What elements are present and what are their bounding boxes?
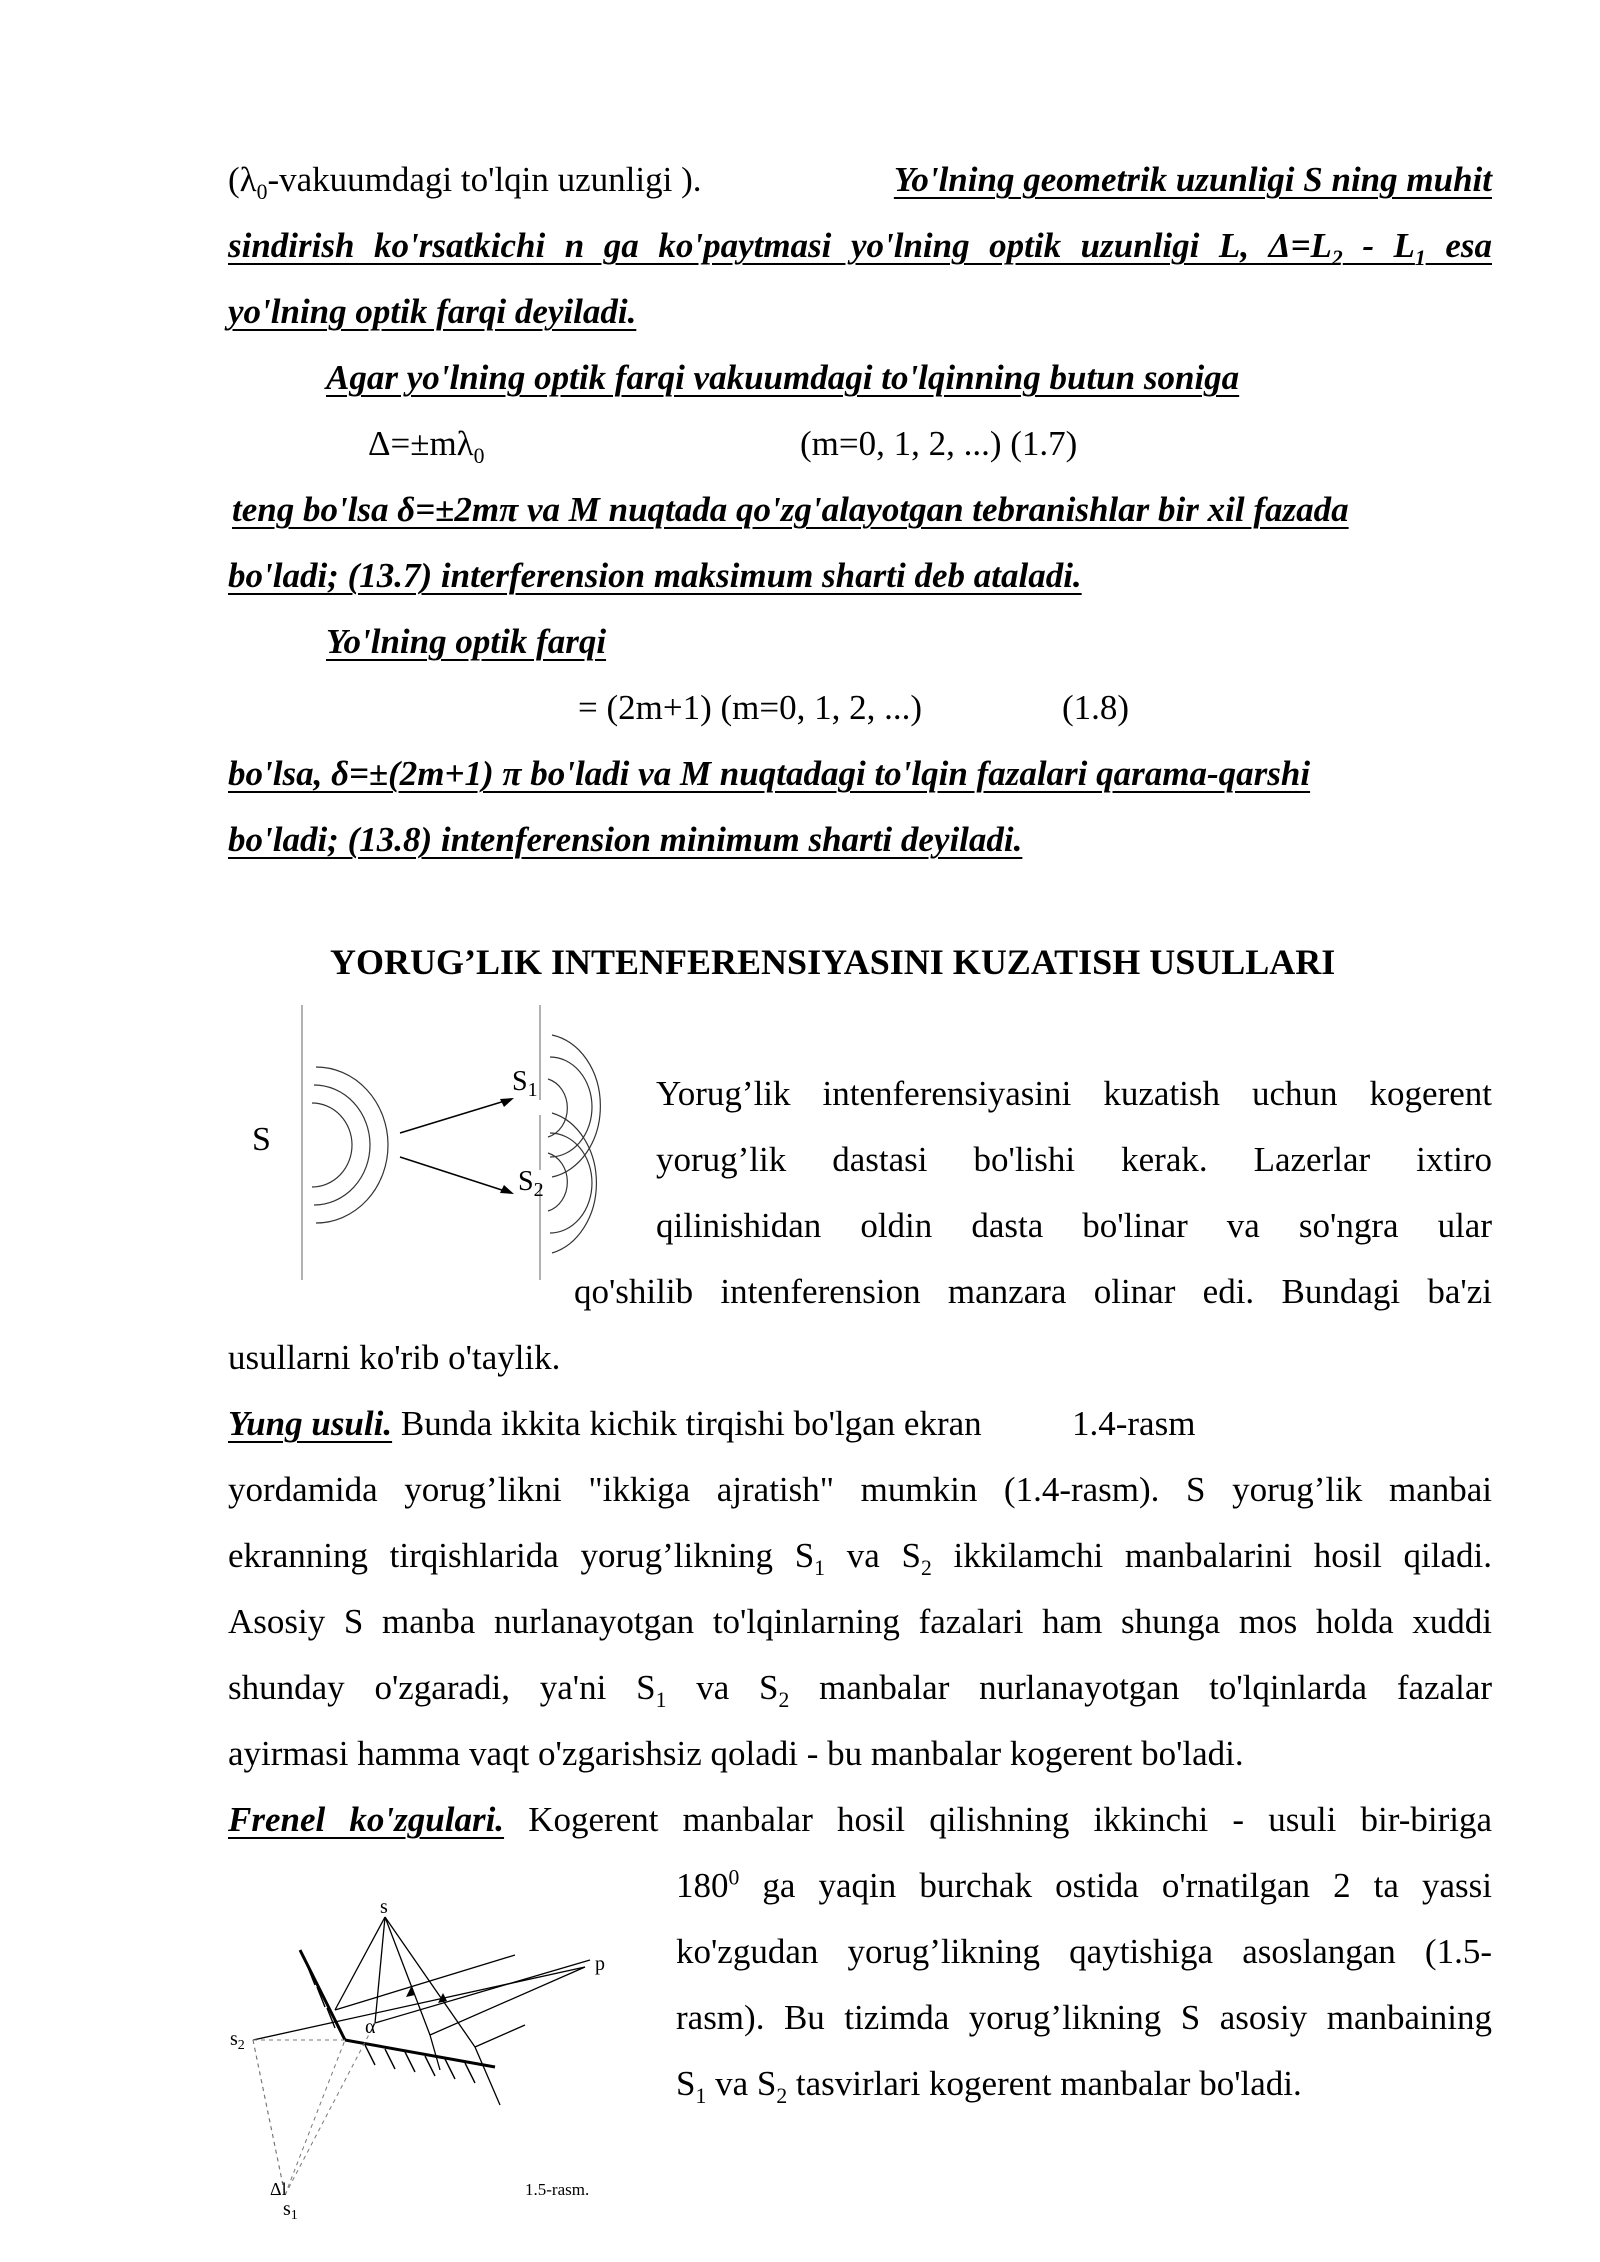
frenel-line-1: Frenel ko'zgulari. Kogerent manbalar hosil qilishning ikkinchi - usuli bir-biriga [228, 1800, 1492, 1839]
line-2: sindirish ko'rsatkichi n ga ko'paytmasi yo'lning optik uzunligi L, $\Delta=L_2 - L_1$ esa [228, 226, 1492, 270]
fig15-label-s1: $s_1$ [283, 2198, 298, 2220]
equation-1-8: = (2m+1) (m=0, 1, 2, ...) [578, 688, 923, 727]
yung-line-2: yordamida yorug’likni "ikkiga ajratish" mumkin (1.4-rasm). S yorug’lik manbai [228, 1470, 1492, 1509]
yung-line-3: ekranning tirqishlarida yorug’likning $S_1$ va $S_2$ ikkilamchi manbalarini hosil qiladi. [228, 1536, 1493, 1580]
yung-line-4: Asosiy S manba nurlanayotgan to'lqinlarning fazalari ham shunga mos holda xuddi [228, 1602, 1492, 1641]
yung-line-5: shunday o'zgaradi, ya'ni $S_1$ va $S_2$ manbalar nurlanayotgan to'lqinlarda fazalar [228, 1668, 1493, 1712]
equation-1-7-number: (m=0, 1, 2, ...) (1.7) [800, 424, 1078, 463]
frenel-line-2: $180^0$ ga yaqin burchak ostida o'rnatilgan 2 ta yassi [676, 1865, 1492, 1905]
frenel-line-4: rasm). Bu tizimda yorug’likning S asosiy manbaining [676, 1998, 1492, 2037]
fig15-caption: 1.5-rasm. [525, 2180, 590, 2199]
para1-line-1: Yorug’lik intenferensiyasini kuzatish uchun kogerent [656, 1074, 1492, 1113]
label-s2: $S_2$ [518, 1166, 544, 1201]
equation-1-7: $\Delta=\pm m\lambda_0$ [368, 424, 485, 468]
figure-1-4 [230, 995, 660, 1295]
label-s: S [252, 1121, 271, 1158]
section-title: YORUG’LIK INTENFERENSIYASINI KUZATISH USULLARI [330, 942, 1336, 982]
fig15-label-s2: $s_2$ [230, 2028, 245, 2053]
line-5: teng bo'lsa δ=±2mπ va M nuqtada qo'zg'alayotgan tebranishlar bir xil fazada [232, 490, 1349, 529]
yung-line-6: ayirmasi hamma vaqt o'zgarishsiz qoladi - bu manbalar kogerent bo'ladi. [228, 1734, 1244, 1773]
equation-1-8-number: (1.8) [1062, 688, 1130, 727]
yung-line-1: Yung usuli. Bunda ikkita kichik tirqishi bo'lgan ekran [228, 1404, 982, 1443]
label-s1: $S_1$ [512, 1066, 538, 1101]
yung-heading: Yung usuli. [228, 1404, 393, 1443]
line-3: yo'lning optik farqi deyiladi. [228, 292, 637, 331]
line-6: bo'ladi; (13.7) interferension maksimum sharti deb ataladi. [228, 556, 1082, 595]
fig15-label-alpha: α [365, 2016, 376, 2038]
fig15-label-s: s [380, 1896, 388, 1918]
fig15-label-p: p [595, 1953, 605, 1975]
fig15-label-dl: Δl [270, 2179, 287, 2199]
line-4: Agar yo'lning optik farqi vakuumdagi to'lqinning butun soniga [326, 358, 1240, 397]
frenel-line-3: ko'zgudan yorug’likning qaytishiga asoslangan (1.5- [676, 1932, 1492, 1971]
para1-line-2: yorug’lik dastasi bo'lishi kerak. Lazerlar ixtiro [656, 1140, 1492, 1179]
para1-line-5: usullarni ko'rib o'taylik. [228, 1338, 561, 1377]
figure-1-5 [225, 1895, 655, 2220]
figure-1-4-caption: 1.4-rasm [1072, 1404, 1196, 1443]
line-8: bo'lsa, δ=±(2m+1) π bo'ladi va M nuqtadagi to'lqin fazalari qarama-qarshi [228, 754, 1311, 793]
frenel-heading: Frenel ko'zgulari. [228, 1800, 505, 1839]
line-1: ($\lambda_0$-vakuumdagi to'lqin uzunligi ). Yo'lning geometrik uzunligi S ning muhit [228, 160, 1492, 204]
line-7: Yo'lning optik farqi [326, 622, 607, 661]
para1-line-4: qo'shilib intenferension manzara olinar edi. Bundagi ba'zi [574, 1272, 1492, 1311]
definition-start: Yo'lning geometrik uzunligi S ning muhit [893, 160, 1492, 199]
line-9: bo'ladi; (13.8) intenferension minimum sharti deyiladi. [228, 820, 1023, 859]
frenel-line-5: $S_1$ va $S_2$ tasvirlari kogerent manbalar bo'ladi. [676, 2064, 1302, 2108]
para1-line-3: qilinishidan oldin dasta bo'linar va so'ngra ular [656, 1206, 1492, 1245]
